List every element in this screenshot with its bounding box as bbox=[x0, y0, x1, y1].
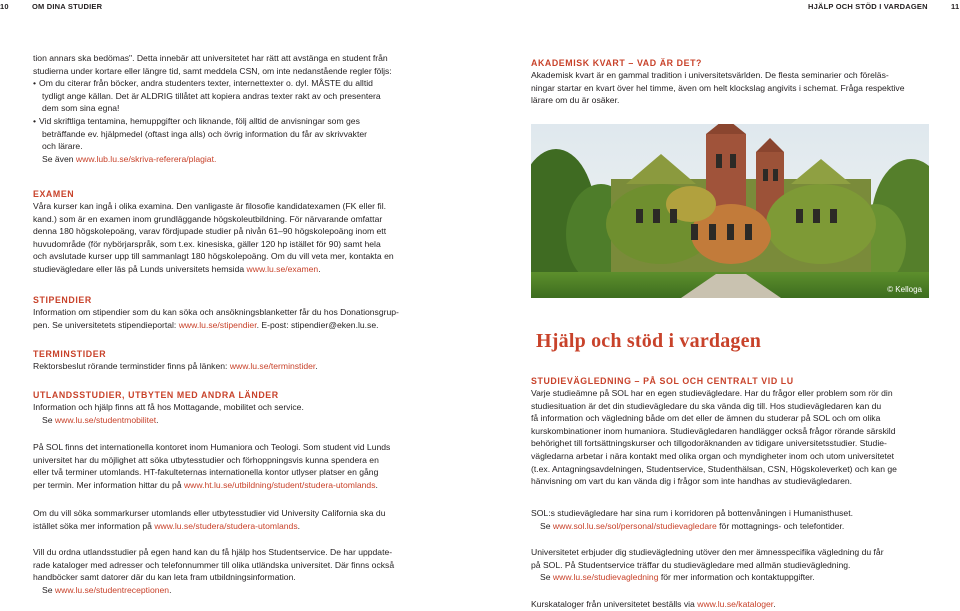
text-line: Om du vill söka sommarkurser utomlands eller utbytesstudier vid University California ska du bbox=[33, 508, 386, 518]
text-line: pen. Se universitetets stipendieportal: bbox=[33, 319, 179, 330]
sol-studievagledare-link[interactable]: www.sol.lu.se/sol/personal/studievagledare bbox=[552, 520, 717, 531]
text-line: Se bbox=[540, 520, 553, 531]
studentreceptionen-link[interactable]: www.lu.se/studentreceptionen bbox=[54, 584, 170, 595]
page-number-right: 11 bbox=[951, 2, 960, 11]
text-line: få information och vägledning både om det eller de ämnen du studerar på SOL och om olika bbox=[531, 413, 881, 424]
akademisk-kvart-heading: AKADEMISK KVART – VAD ÄR DET? bbox=[531, 58, 703, 68]
photo-credit: © Kelloga bbox=[887, 285, 922, 294]
text-line: denna 180 högskolepoäng, varav fördjupade studier på nivån 61–90 högskolepoäng inom ett bbox=[33, 226, 387, 237]
terminstider-link[interactable]: www.lu.se/terminstider bbox=[229, 361, 316, 371]
text-line: Se bbox=[540, 572, 553, 583]
text-line: Vill du ordna utlandsstudier på egen hand kan du få hjälp hos Studentservice. De har uppdate- bbox=[33, 547, 393, 557]
akademisk-kvart-section bbox=[531, 57, 931, 107]
text-line: Kurskataloger från universitetet beställs via bbox=[531, 599, 698, 609]
examen-heading: EXAMEN bbox=[33, 189, 75, 199]
rule-bullet-exams bbox=[33, 115, 433, 128]
text-line: . E-post: stipendier@eken.lu.se. bbox=[256, 319, 379, 330]
page-number-left: 10 bbox=[0, 2, 9, 11]
text-line: eller två terminer utomlands. HT-fakulteternas internationella kontor utlyser platser en gång bbox=[33, 467, 379, 478]
utlandsstudier-section bbox=[33, 389, 433, 426]
page-header bbox=[0, 0, 960, 14]
universitet-studievagledning-paragraph bbox=[531, 546, 931, 584]
text-line: behörighet till fortsättningskurser och tillgodoräknanden av tidigare universitetsstudier. Studie- bbox=[531, 438, 887, 449]
text-line: Information om stipendier som du kan söka och ansökningsblanketter får du hos Donationsgrup- bbox=[33, 307, 399, 317]
text-line: . bbox=[375, 479, 378, 490]
text-line: handböcker samt datorer där du kan leta fram utbildningsinformation. bbox=[33, 572, 296, 583]
text-line: Varje studieämne på SOL har en egen studievägledare. Har du frågor eller problem som rör din bbox=[531, 388, 893, 398]
kurskataloger-paragraph bbox=[531, 598, 931, 611]
text-line: Universitetet erbjuder dig studievägledning utöver den mer ämnesspecifika vägledning du får bbox=[531, 547, 884, 557]
text-line: Se även bbox=[42, 153, 76, 164]
text-line: på SOL. På Studentservice träffar du studievägledare med allmän studievägledning. bbox=[531, 559, 851, 570]
text-line: för mer information och kontaktuppgifter. bbox=[658, 572, 815, 583]
text-line: . bbox=[156, 414, 159, 425]
examen-section bbox=[33, 188, 433, 276]
stipendier-section bbox=[33, 294, 433, 331]
text-line: Vid skriftliga tentamina, hemuppgifter och liknande, följ alltid de anvisningar som ges bbox=[39, 115, 360, 126]
text-line: Information och hjälp finns att få hos Mottagande, mobilitet och service. bbox=[33, 402, 304, 412]
text-line: Rektorsbeslut rörande terminstider finns på länken: bbox=[33, 361, 230, 371]
studievagledning-section bbox=[531, 375, 931, 488]
text-line: beträffande ev. hjälpmedel (oftast inga alls) och övrig information du får av skrivvakter bbox=[42, 128, 367, 139]
text-line: (t.ex. Antagningsavdelningen, Studentservice, Studenthälsan, CSN, Högskoleverket) och kan ge bbox=[531, 463, 897, 474]
text-line: . bbox=[773, 599, 776, 609]
text-line: och lärare. bbox=[42, 141, 83, 152]
kataloger-link[interactable]: www.lu.se/kataloger bbox=[697, 599, 774, 609]
sol-studievagledare-paragraph bbox=[531, 507, 931, 532]
text-line: och avslutade kurser upp till sammanlagt 180 högskolepoäng. Om du vill veta mer, kontakta en bbox=[33, 251, 394, 262]
text-line: . bbox=[315, 361, 318, 371]
studievagledning-link[interactable]: www.lu.se/studievagledning bbox=[552, 572, 659, 583]
text-line: vägledarna arbetar i nära kontakt med olika organ och myndigheter inom och utom universitetet bbox=[531, 450, 895, 461]
terminstider-heading: TERMINSTIDER bbox=[33, 349, 107, 359]
text-line: lärare om du är osäker. bbox=[531, 95, 620, 106]
intro-block bbox=[33, 52, 433, 165]
utlandsstudier-heading: UTLANDSSTUDIER, UTBYTEN MED ANDRA LÄNDER bbox=[33, 390, 279, 400]
rule-bullet-citation bbox=[33, 77, 433, 90]
terminstider-section bbox=[33, 348, 433, 373]
text-line: för mottagnings- och telefontider. bbox=[716, 520, 845, 531]
text-line: Se bbox=[42, 584, 55, 595]
building-photo bbox=[531, 124, 929, 298]
ivy-building-illustration bbox=[531, 124, 929, 298]
text-line: . bbox=[318, 263, 321, 274]
text-line: Se bbox=[42, 414, 55, 425]
text-line: Om du citerar från böcker, andra studenters texter, internettexter o. dyl. MÅSTE du alltid bbox=[39, 78, 373, 89]
text-line: rade kataloger med adresser och telefonnummer till olika utländska universitet. Där finns också bbox=[33, 559, 395, 570]
text-line: tion annars ska bedömas". Detta innebär att universitetet har rätt att avstänga en student från bbox=[33, 53, 388, 63]
text-line: dem som sina egna! bbox=[42, 103, 120, 114]
text-line: kand.) som är en examen inom grundläggande högskoleutbildning. För närvarande omfattar bbox=[33, 213, 383, 224]
text-line: . bbox=[297, 520, 301, 531]
studentservice-paragraph bbox=[33, 546, 433, 596]
studievagledning-heading: STUDIEVÄGLEDNING – PÅ SOL OCH CENTRALT VID LU bbox=[531, 376, 794, 386]
studera-utomlands-ht-link[interactable]: www.ht.lu.se/utbildning/student/studera-utomlands bbox=[183, 479, 376, 490]
text-line: På SOL finns det internationella kontoret inom Humaniora och Teologi. Som student vid Lunds bbox=[33, 442, 391, 452]
text-line: istället söka mer information på bbox=[33, 520, 155, 531]
sol-international-paragraph bbox=[33, 441, 433, 491]
text-line: ningar startar en kvart över hel timme, även om helt klockslag angivits i schemat. Fråga respektive bbox=[531, 82, 905, 93]
text-line: studievägledare eller läs på Lunds universitets hemsida bbox=[33, 263, 247, 274]
stipendier-heading: STIPENDIER bbox=[33, 295, 92, 305]
section-title-left: OM DINA STUDIER bbox=[32, 2, 103, 11]
text-line: per termin. Mer information hittar du på bbox=[33, 479, 184, 490]
plagiat-link[interactable]: www.lub.lu.se/skriva-referera/plagiat. bbox=[75, 153, 217, 164]
text-line: tydligt ange källan. Det är ALDRIG tillåtet att kopiera andras texter rakt av och presentera bbox=[42, 90, 381, 101]
text-line: huvudområde (för nybörjarspråk, som t.ex. kinesiska, gäller 120 hp istället för 90) samt hela bbox=[33, 238, 381, 249]
examen-link[interactable]: www.lu.se/examen bbox=[246, 263, 319, 274]
text-line: Våra kurser kan ingå i olika examina. Den vanligaste är filosofie kandidatexamen (FK eller fil. bbox=[33, 201, 386, 211]
studentmobilitet-link[interactable]: www.lu.se/studentmobilitet bbox=[54, 414, 157, 425]
text-line: hänvisning om vart du kan vända dig i frågor som inte handhas av studievägledaren. bbox=[531, 476, 853, 487]
text-line: universitet har du möjlighet att söka utbytesstudier och förhoppningsvis kunna spendera en bbox=[33, 454, 379, 465]
text-line: studierna under kortare eller längre tid, samt meddela CSN, om inte nedanstående regler följs: bbox=[33, 65, 392, 76]
text-line: kurskombinationer inom humaniora. Studievägledaren handlägger också frågor rörande särskild bbox=[531, 425, 896, 436]
sommarkurser-paragraph bbox=[33, 507, 433, 532]
text-line: SOL:s studievägledare har sina rum i korridoren på bottenvåningen i Humanisthuset. bbox=[531, 508, 853, 518]
text-line: Akademisk kvart är en gammal tradition i universitetsvärlden. De flesta seminarier och föreläs- bbox=[531, 70, 889, 80]
section-title-right: HJÄLP OCH STÖD I VARDAGEN bbox=[808, 2, 928, 11]
stipendier-link[interactable]: www.lu.se/stipendier bbox=[178, 319, 257, 330]
page-title: Hjälp och stöd i vardagen bbox=[536, 330, 762, 352]
text-line: studiesituation är det din studievägledare du ska vända dig till. Hos studievägledaren kan du bbox=[531, 400, 882, 411]
studera-utomlands-link[interactable]: www.lu.se/studera/studera-utomlands bbox=[154, 520, 298, 531]
text-line: . bbox=[169, 584, 172, 595]
